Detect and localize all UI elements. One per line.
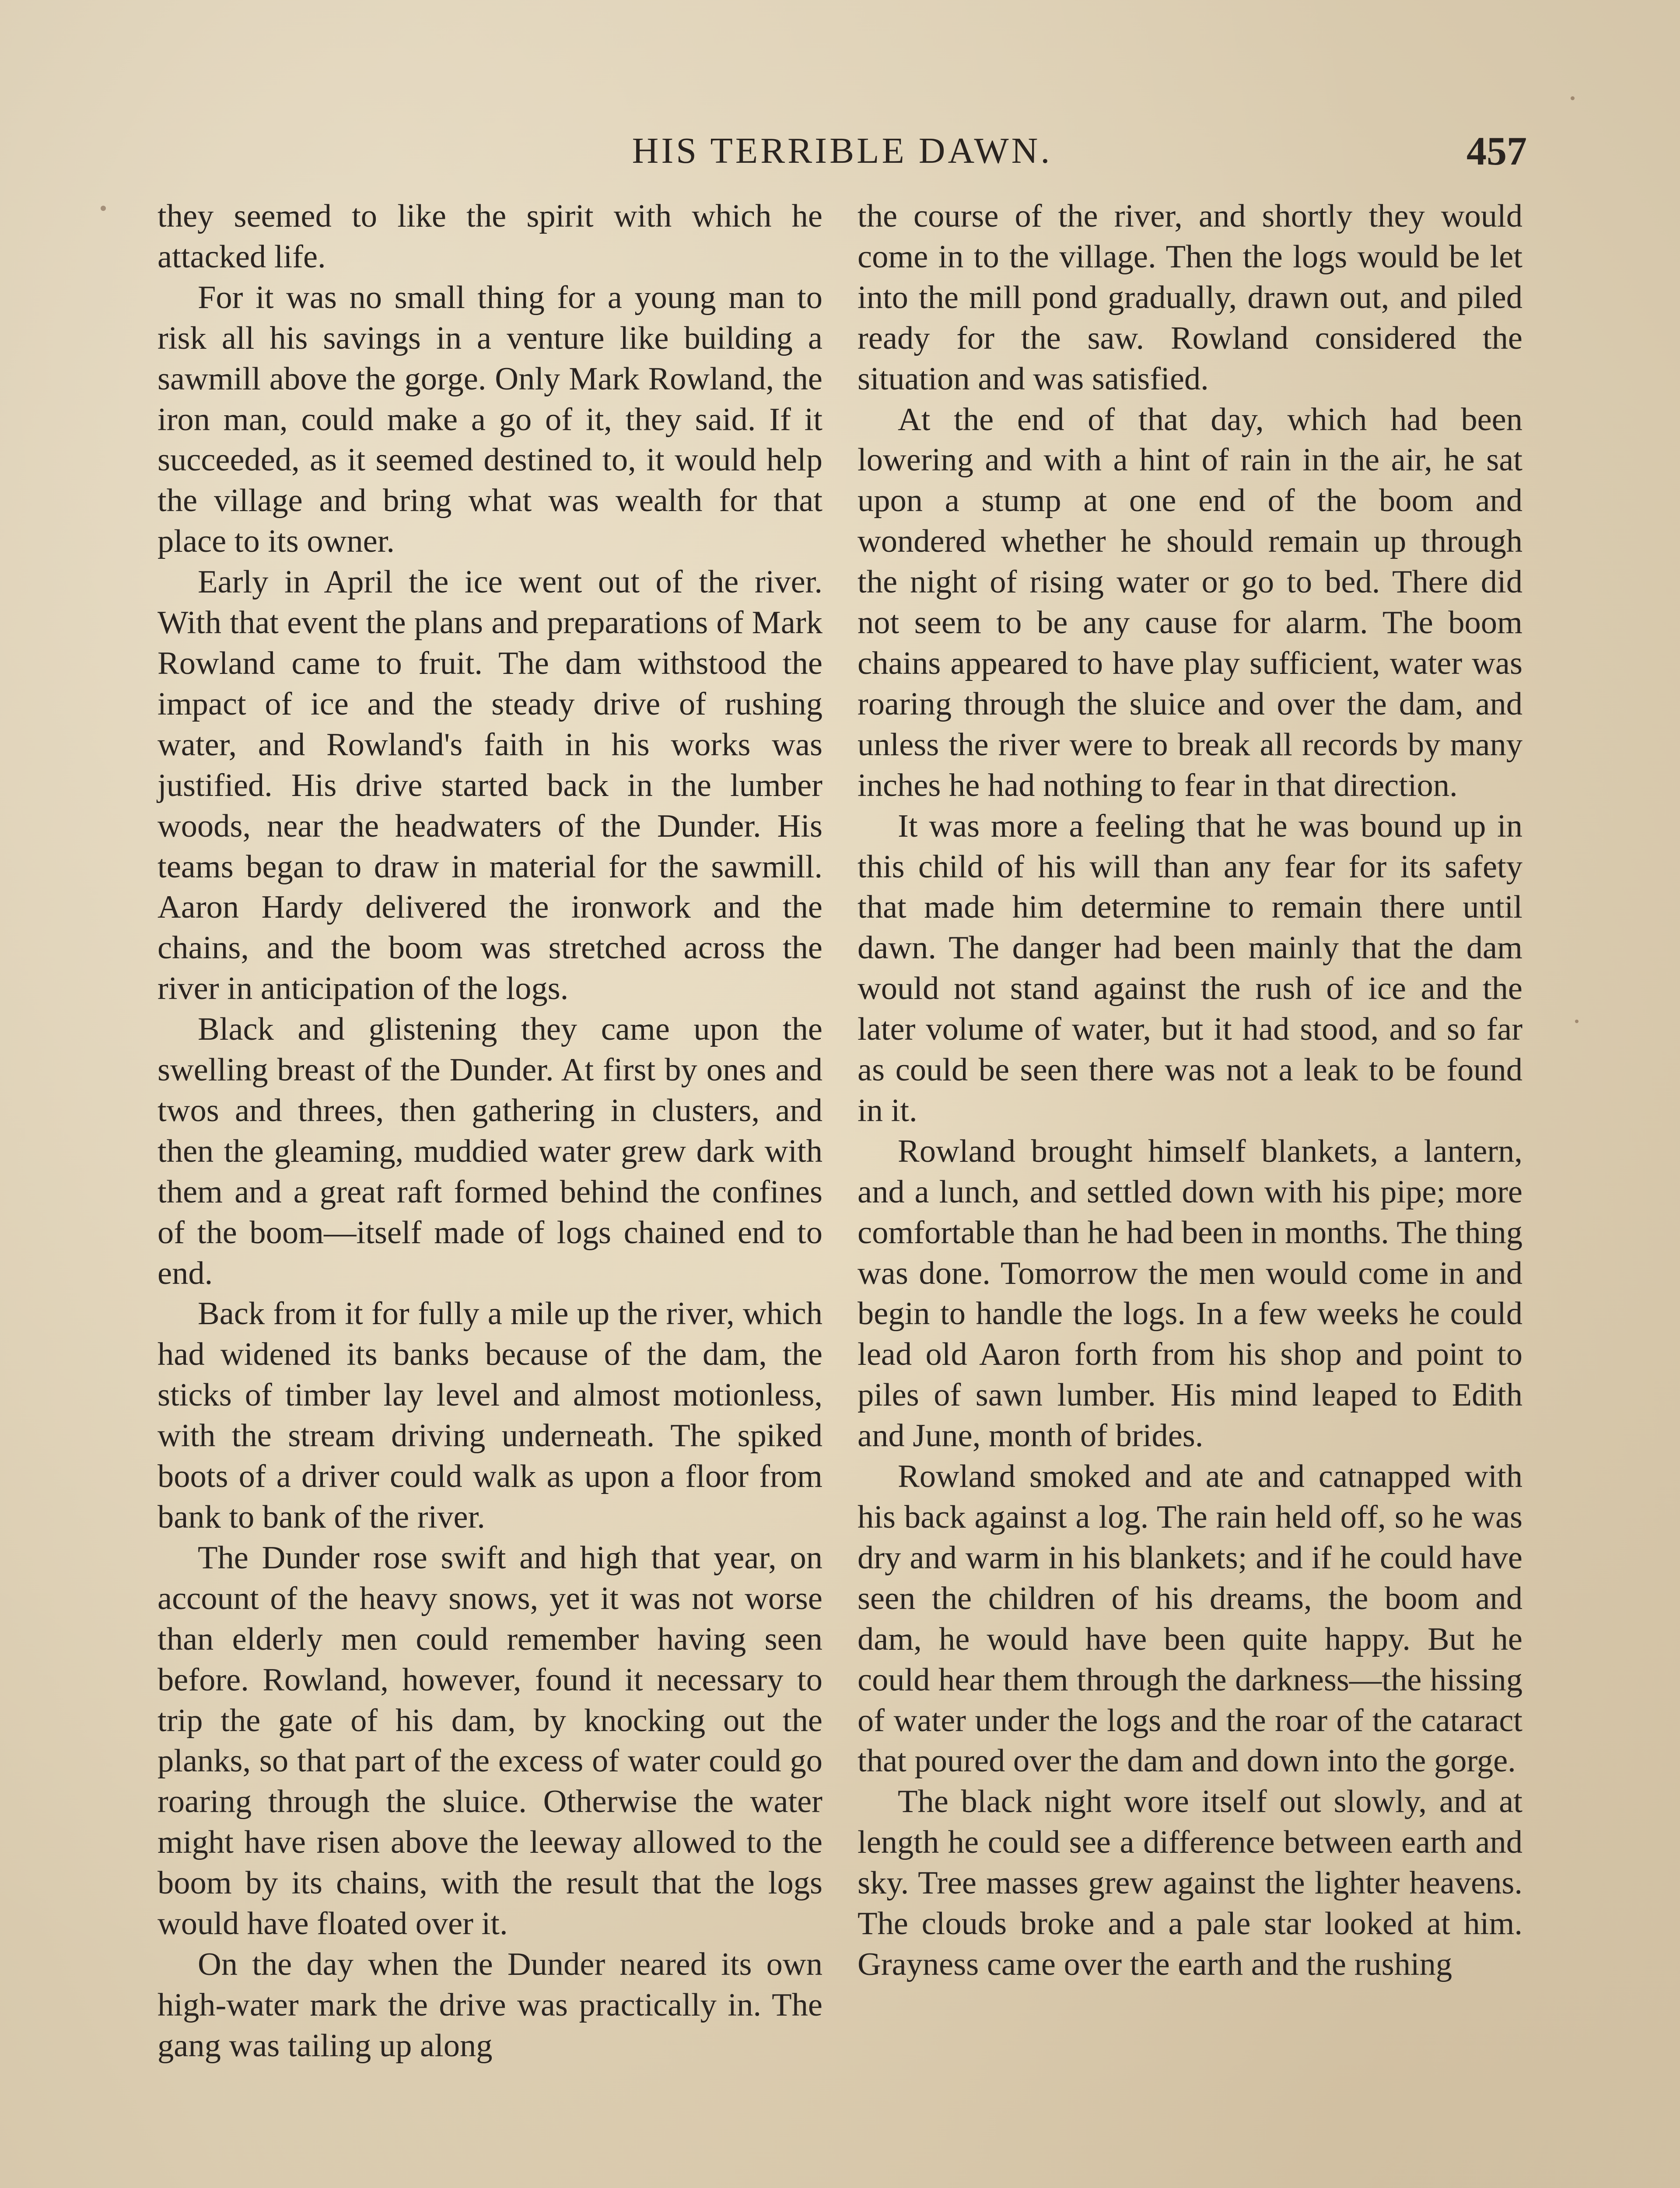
paragraph: Early in April the ice went out of the river. With that event the plans and preparations of Mark Rowland came to fruit. The dam withstood the impact of ice and the steady drive of rushing water, and Rowland's faith in his works was justified. His drive started back in the lumber woods, near the headwaters of the Dunder. His teams began to draw in material for the sawmill. Aaron Hardy delivered the ironwork and the chains, and the boom was stretched across the river in anticipation of the logs. [158, 564, 822, 1007]
paragraph: For it was no small thing for a young man to risk all his savings in a venture like building a sawmill above the gorge. Only Mark Rowland, the iron man, could make a go of it, they said. If it succeeded, as it seemed destined to, it would help the village and bring what was wealth for that place to its owner. [158, 279, 822, 560]
paragraph: The black night wore itself out slowly, and at length he could see a difference between earth and sky. Tree masses grew against the lighter heavens. The clouds broke and a pale star looked at him. Grayness came over the earth and the rushing [858, 1784, 1522, 1982]
page-header [158, 118, 1527, 184]
right-column [858, 196, 1522, 2188]
paragraph: Rowland smoked and ate and catnapped with his back against a log. The rain held off, so he was dry and warm in his blankets; and if he could have seen the children of his dreams, the boom and dam, he would have been quite happy. But he could hear them through the darkness—the hissing of water under the logs and the roar of the cataract that poured over the dam and down into the gorge. [858, 1459, 1522, 1779]
left-column [158, 196, 822, 2188]
paragraph: At the end of that day, which had been lowering and with a hint of rain in the air, he sat upon a stump at one end of the boom and wondered whether he should remain up through the night of rising water or go to bed. There did not seem to be any cause for alarm. The boom chains appeared to have play sufficient, water was roaring through the sluice and over the dam, and unless the river were to break all records by many inches he had nothing to fear in that direction. [858, 401, 1522, 803]
paper-speck [1571, 96, 1575, 100]
page-number: 457 [1466, 129, 1527, 173]
paragraph: the course of the river, and shortly they would come in to the village. Then the logs would be let into the mill pond gradually, drawn out, and piled ready for the saw. Rowland considered the situation and was satisfied. [858, 198, 1522, 397]
paragraph: The Dunder rose swift and high that year, on account of the heavy snows, yet it was not worse than elderly men could remember having seen before. Rowland, however, found it necessary to trip the gate of his dam, by knocking out the planks, so that part of the excess of water could go roaring through the sluice. Otherwise the water might have risen above the leeway allowed to the boom by its chains, with the result that the logs would have floated over it. [158, 1539, 822, 1942]
paragraph: Black and glistening they came upon the swelling breast of the Dunder. At first by ones and twos and threes, then gathering in clusters, and then the gleaming, muddied water grew dark with them and a great raft formed behind the confines of the boom—itself made of logs chained end to end. [158, 1011, 822, 1291]
paper-speck [101, 206, 106, 211]
paragraph: they seemed to like the spirit with which he attacked life. [158, 198, 822, 275]
paper-speck [1575, 1020, 1578, 1023]
paragraph: It was more a feeling that he was bound up in this child of his will than any fear for its safety that made him determine to remain there until dawn. The danger had been mainly that the dam would not stand against the rush of ice and the later volume of water, but it had stood, and so far as could be seen there was not a leak to be found in it. [858, 808, 1522, 1129]
paragraph: Rowland brought himself blankets, a lantern, and a lunch, and settled down with his pipe; more comfortable than he had been in months. The thing was done. Tomorrow the men would come in and begin to handle the logs. In a few weeks he could lead old Aaron forth from his shop and point to piles of sawn lumber. His mind leaped to Edith and June, month of brides. [858, 1133, 1522, 1454]
running-title: HIS TERRIBLE DAWN. [632, 130, 1053, 171]
paragraph: Back from it for fully a mile up the river, which had widened its banks because of the dam, the sticks of timber lay level and almost motionless, with the stream driving underneath. The spiked boots of a driver could walk as upon a floor from bank to bank of the river. [158, 1296, 822, 1535]
paragraph: On the day when the Dunder neared its own high-water mark the drive was practically in. The gang was tailing up along [158, 1946, 822, 2064]
